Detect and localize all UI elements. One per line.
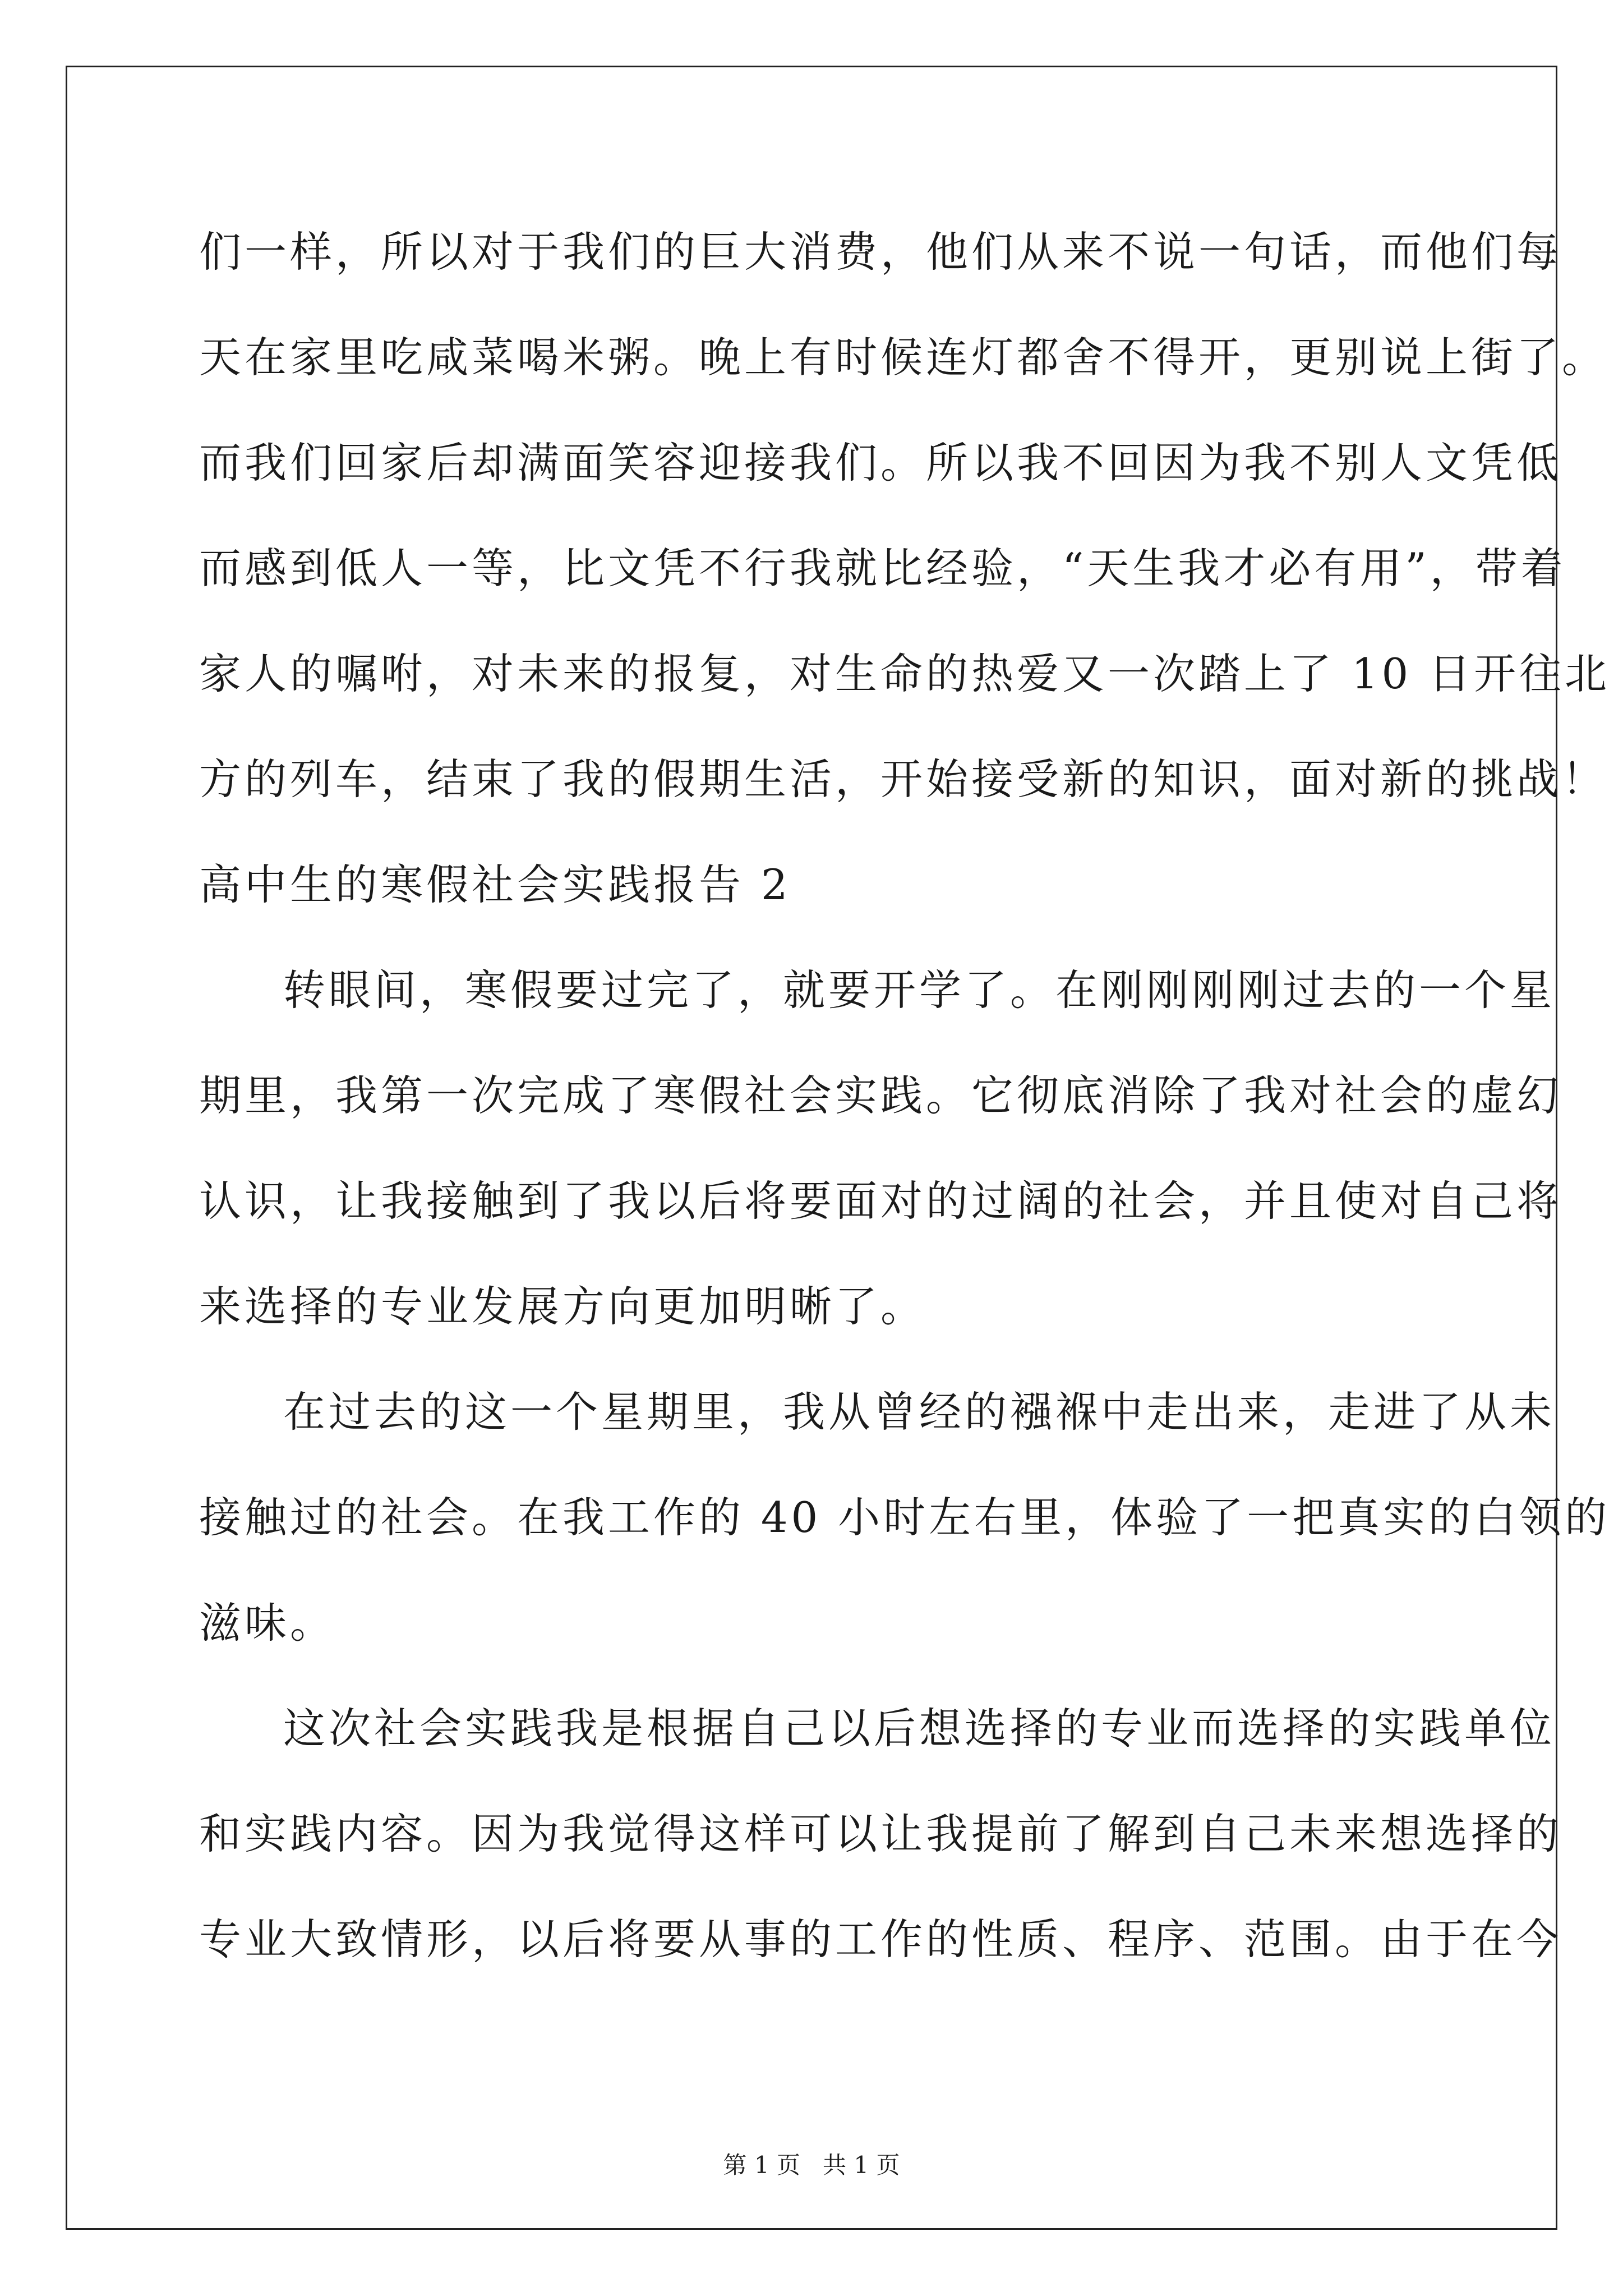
paragraph-line: 和实践内容。因为我觉得这样可以让我提前了解到自己未来想选择的 (199, 1809, 1562, 1858)
document-body (199, 199, 1611, 1992)
paragraph-line: 天在家里吃咸菜喝米粥。晚上有时候连灯都舍不得开，更别说上街了。 (199, 333, 1608, 382)
paragraph-line: 滋味。 (199, 1598, 336, 1648)
paragraph-line: 认识，让我接触到了我以后将要面对的过阔的社会，并且使对自己将 (199, 1176, 1562, 1226)
paragraph-line: 而我们回家后却满面笑容迎接我们。所以我不回因为我不别人文凭低 (199, 438, 1562, 487)
section-heading: 高中生的寒假社会实践报告 2 (199, 860, 791, 909)
page-number-footer: 第 1 页 共 1 页 (723, 2151, 900, 2179)
paragraph-line: 来选择的专业发展方向更加明晰了。 (199, 1282, 926, 1331)
paragraph-line: 在过去的这一个星期里，我从曾经的襁褓中走出来，走进了从未 (283, 1387, 1556, 1437)
paragraph-line: 接触过的社会。在我工作的 40 小时左右里，体验了一把真实的白领的 (199, 1493, 1611, 1542)
paragraph-line: 专业大致情形，以后将要从事的工作的性质、程序、范围。由于在今 (199, 1915, 1562, 1964)
paragraph-line: 期里，我第一次完成了寒假社会实践。它彻底消除了我对社会的虚幻 (199, 1071, 1562, 1120)
paragraph-line: 方的列车，结束了我的假期生活，开始接受新的知识，面对新的挑战！ (199, 754, 1608, 804)
paragraph-line: 这次社会实践我是根据自己以后想选择的专业而选择的实践单位 (283, 1704, 1556, 1753)
paragraph-line: 而感到低人一等，比文凭不行我就比经验，“天生我才必有用”，带着 (199, 544, 1566, 593)
paragraph-line: 转眼间，寒假要过完了，就要开学了。在刚刚刚刚过去的一个星 (283, 965, 1556, 1015)
paragraph-line: 家人的嘱咐，对未来的报复，对生命的热爱又一次踏上了 10 日开往北 (199, 649, 1611, 698)
paragraph-line: 们一样，所以对于我们的巨大消费，他们从来不说一句话，而他们每 (199, 227, 1562, 277)
